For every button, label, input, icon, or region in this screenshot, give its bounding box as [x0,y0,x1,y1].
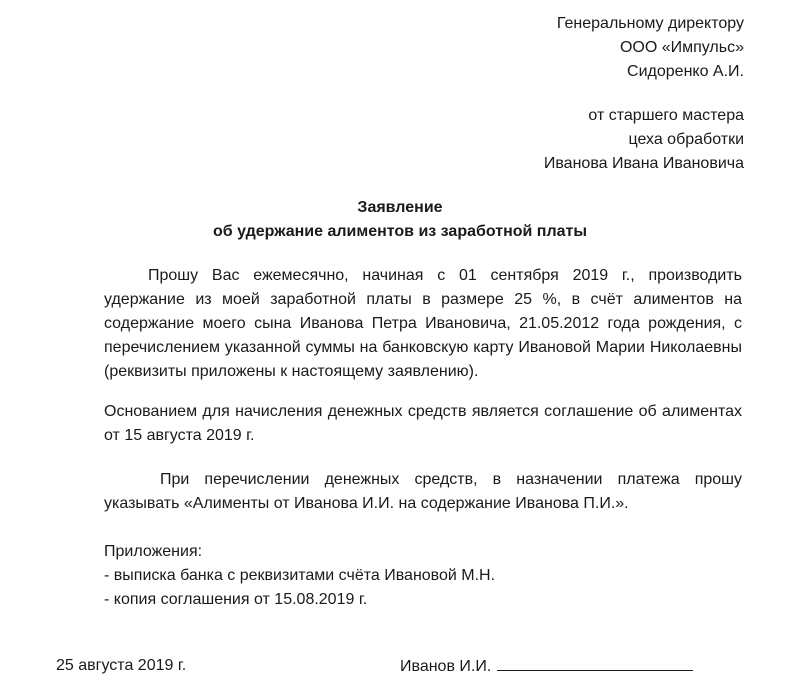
paragraph-basis: Основанием для начисления денежных средств является соглашение об алиментах от 15 августа 2019 г. [104,403,742,444]
addressee-name: Сидоренко А.И. [627,63,744,80]
attachments-heading: Приложения: [104,543,203,560]
title-line-1: Заявление [357,199,443,216]
attachment-item: - копия соглашения от 15.08.2019 г. [104,591,368,608]
paragraph-request: Прошу Вас ежемесячно, начиная с 01 сентября 2019 г., производить удержание из моей заработной платы в размере 25 %, в счёт алиментов на содержание моего сына Иванова Петра Ивановича, 21.05.2012 года рождения, с перечислением указанной суммы на банковскую карту Ивановой Марии Николаевны (реквизиты приложены к настоящему заявлению). [104,267,742,380]
signer-name: Иванов И.И. [400,658,492,675]
addressee-block [557,12,744,84]
sender-block [544,104,744,176]
sender-name: Иванова Ивана Ивановича [543,155,744,172]
addressee-company: ООО «Импульс» [619,39,744,56]
document-date: 25 августа 2019 г. [56,657,187,674]
addressee-position: Генеральному директору [556,15,744,32]
sender-position: от старшего мастера [588,107,744,124]
document-title [0,196,800,244]
signature-line [497,654,693,671]
paragraph-payment-purpose: При перечислении денежных средств, в назначении платежа прошу указывать «Алименты от Иванова И.И. на содержание Иванова П.И.». [104,471,742,512]
sender-department: цеха обработки [628,131,744,148]
signature-block [400,654,693,679]
attachments-block [104,540,495,612]
attachment-item: - выписка банка с реквизитами счёта Ивановой М.Н. [104,567,496,584]
title-line-2: об удержание алиментов из заработной платы [212,223,588,240]
